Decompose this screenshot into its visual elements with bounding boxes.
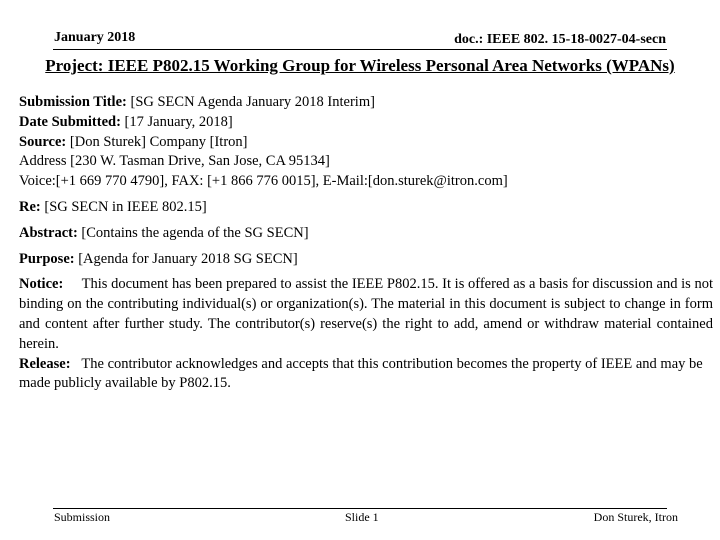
footer-author: Don Sturek, Itron [593, 510, 678, 524]
header-date: January 2018 [54, 30, 136, 45]
footer-submission: Submission [54, 510, 111, 524]
footer-divider [53, 508, 667, 509]
project-title: Project: IEEE P802.15 Working Group for Wireless Personal Area Networks (WPANs) [45, 56, 675, 75]
release-value: The contributor acknowledges and accepts that this contribution becomes the property of IEEE and may be made publicly available by P802.15. [19, 355, 703, 392]
document-body [19, 93, 713, 394]
submission-title-value: [SG SECN Agenda January 2018 Interim] [130, 94, 375, 110]
re-value: [SG SECN in IEEE 802.15] [44, 198, 207, 215]
purpose-label: Purpose: [19, 250, 75, 267]
source-label: Source: [19, 133, 67, 150]
release-label: Release: [19, 355, 71, 372]
notice-label: Notice: [19, 276, 64, 293]
source-line [19, 133, 713, 153]
submission-title-label: Submission Title: [19, 94, 127, 110]
release-paragraph [19, 355, 713, 395]
notice-value: This document has been prepared to assist the IEEE P802.15. It is offered as a basis for discussion and is not binding on the contributing individual(s) or organization(s). The material in this document is subject to change in form and content after further study. The contributor(s) reserve(s) the right to add, amend or withdraw material contained herein. [19, 276, 713, 352]
abstract-line [19, 224, 713, 244]
voice-line: Voice:[+1 669 770 4790], FAX: [+1 866 776 0015], E-Mail:[don.sturek@itron.com] [19, 173, 508, 190]
abstract-value: [Contains the agenda of the SG SECN] [81, 224, 309, 241]
purpose-value: [Agenda for January 2018 SG SECN] [78, 250, 298, 267]
footer-slide-number: Slide 1 [345, 510, 379, 524]
source-value: [Don Sturek] Company [Itron] [69, 133, 248, 150]
re-label: Re: [19, 198, 41, 215]
notice-paragraph [19, 275, 713, 354]
submission-title-line [19, 93, 713, 113]
date-submitted-label: Date Submitted: [19, 113, 121, 130]
re-line [19, 198, 713, 218]
purpose-line [19, 250, 713, 270]
header-divider [53, 49, 667, 50]
address-line: Address [230 W. Tasman Drive, San Jose, CA 95134] [19, 153, 330, 170]
date-submitted-value: [17 January, 2018] [124, 113, 233, 130]
date-submitted-line [19, 113, 713, 133]
header-doc-id: doc.: IEEE 802. 15-18-0027-04-secn [454, 32, 666, 47]
abstract-label: Abstract: [19, 224, 78, 241]
